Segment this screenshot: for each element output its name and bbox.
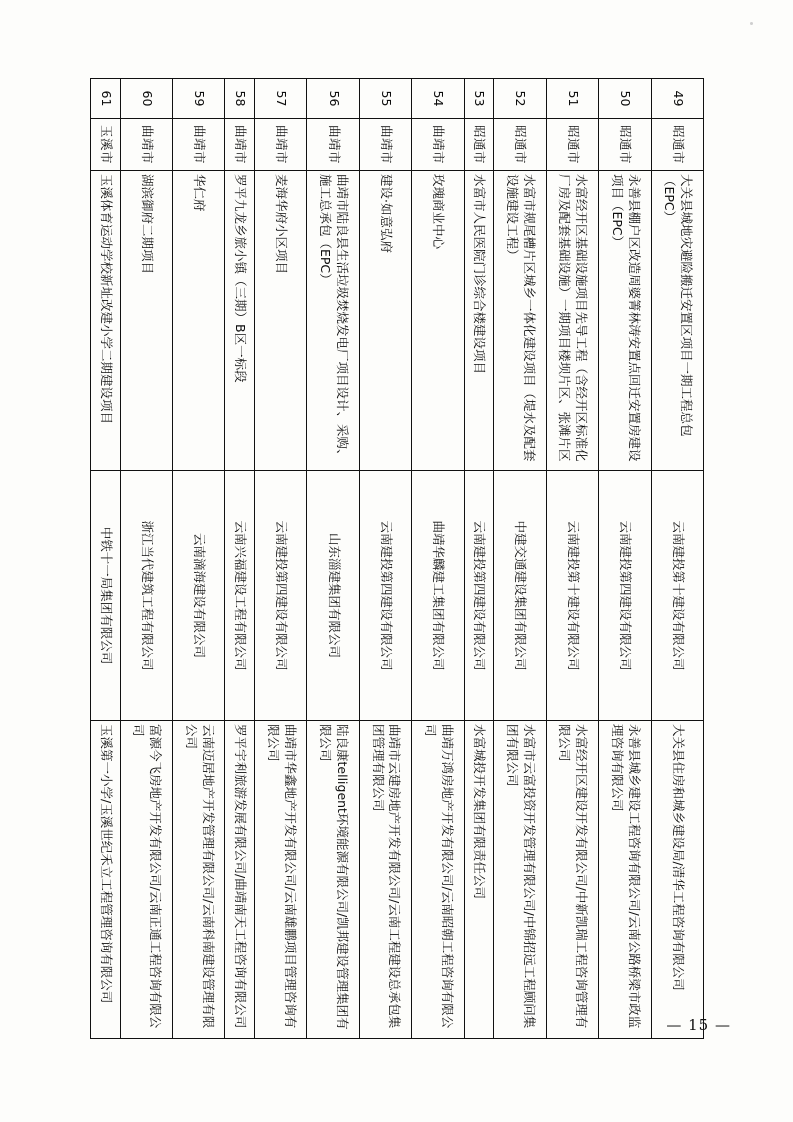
- cell-company: 中铁十一局集团有限公司: [91, 471, 121, 721]
- cell-city: 昭通市: [546, 119, 598, 171]
- cell-company: 中建交通建设集团有限公司: [494, 471, 546, 721]
- cell-project: 永善县棚户区改造周婆箐林涛安置点回迁安置房建设项目（EPC）: [599, 171, 651, 471]
- cell-company: 云南建投第十建设有限公司: [546, 471, 598, 721]
- cell-company: 云南建投第四建设有限公司: [255, 471, 307, 721]
- cell-no: 59: [173, 79, 225, 119]
- cell-project: 水富经开区基础设施项目先导工程（含经开区标准化厂房及配套基础设施）一期项目楼坝片区、张滩片区: [546, 171, 598, 471]
- cell-org: 水富城投开发集团有限责任公司: [464, 721, 494, 1039]
- cell-company: 云南建投第四建设有限公司: [464, 471, 494, 721]
- table-row: [651, 79, 703, 1039]
- cell-project: 水富市人民医院门诊综合楼建设项目: [464, 171, 494, 471]
- project-table: [90, 78, 704, 1039]
- cell-org: 水富经开区建设开发有限公司/中新凯瑞工程咨询管理有限公司: [546, 721, 598, 1039]
- cell-city: 曲靖市: [225, 119, 255, 171]
- cell-project: 华仁府: [173, 171, 225, 471]
- cell-no: 55: [359, 79, 411, 119]
- cell-city: 曲靖市: [412, 119, 464, 171]
- cell-project: 水富市规尾槽片区城乡一体化建设项目（堤水及配套设施建设工程）: [494, 171, 546, 471]
- cell-city: 曲靖市: [307, 119, 359, 171]
- cell-project: 大关县城地灾避险搬迁安置区项目一期工程总包（EPC）: [651, 171, 703, 471]
- cell-org: 永善县城乡建设工程咨询有限公司/云南公路桥梁市政监理咨询有限公司: [599, 721, 651, 1039]
- cell-org: 大关县住房和城乡建设局/清华工程咨询有限公司: [651, 721, 703, 1039]
- cell-org: 云南迈居地产开发管理有限公司/云南科南建设管理有限公司: [173, 721, 225, 1039]
- cell-project: 建设·如意弘府: [359, 171, 411, 471]
- table-body: [91, 79, 704, 1039]
- table-row: [412, 79, 464, 1039]
- cell-city: 曲靖市: [359, 119, 411, 171]
- cell-no: 61: [91, 79, 121, 119]
- cell-company: 山东淄建集团有限公司: [307, 471, 359, 721]
- cell-city: 曲靖市: [120, 119, 172, 171]
- cell-no: 60: [120, 79, 172, 119]
- cell-city: 曲靖市: [173, 119, 225, 171]
- table-row: [359, 79, 411, 1039]
- cell-org: 玉溪第一小学/玉溪世纪禾立工程管理咨询有限公司: [91, 721, 121, 1039]
- cell-no: 51: [546, 79, 598, 119]
- cell-project: 罗平九龙乡旅小镇（三期）B区一标段: [225, 171, 255, 471]
- cell-no: 57: [255, 79, 307, 119]
- cell-project: 麦海华府小区项目: [255, 171, 307, 471]
- cell-org: 水富市云富投资开发管理有限公司/中锦招远工程顾问集团有限公司: [494, 721, 546, 1039]
- table-row: [307, 79, 359, 1039]
- cell-no: 56: [307, 79, 359, 119]
- cell-company: 云南建投第四建设有限公司: [599, 471, 651, 721]
- cell-company: 云南建投第四建设有限公司: [359, 471, 411, 721]
- table-row: [599, 79, 651, 1039]
- cell-city: 昭通市: [651, 119, 703, 171]
- cell-no: 49: [651, 79, 703, 119]
- cell-org: 曲靖万鸿房地产开发有限公司/云南昭朝工程咨询有限公司: [412, 721, 464, 1039]
- table-row: [464, 79, 494, 1039]
- cell-city: 玉溪市: [91, 119, 121, 171]
- cell-org: 富源今飞房地产开发有限公司/云南正通工程咨询有限公司: [120, 721, 172, 1039]
- cell-city: 昭通市: [494, 119, 546, 171]
- table-row: [494, 79, 546, 1039]
- cell-project: 玫瑰商业中心: [412, 171, 464, 471]
- cell-project: 玉溪体育运动学校新址改建小学二期建设项目: [91, 171, 121, 471]
- cell-project: 湖滨御府二期项目: [120, 171, 172, 471]
- table-row: [225, 79, 255, 1039]
- cell-city: 曲靖市: [255, 119, 307, 171]
- cell-org: 罗平宇利旅游发展有限公司/曲靖南天工程咨询有限公司: [225, 721, 255, 1039]
- rotated-table-wrapper: [90, 78, 704, 1038]
- page-number: — 15 —: [666, 1016, 731, 1034]
- cell-no: 53: [464, 79, 494, 119]
- table-row: [120, 79, 172, 1039]
- cell-no: 50: [599, 79, 651, 119]
- cell-org: 陆良康telligent环境能源有限公司/凯邦建设管理集团有限公司: [307, 721, 359, 1039]
- cell-no: 58: [225, 79, 255, 119]
- cell-org: 曲靖市云建房地产开发有限公司/云南工程建设总承包集团管理有限公司: [359, 721, 411, 1039]
- cell-company: 浙江当代建筑工程有限公司: [120, 471, 172, 721]
- cell-company: 云南兴福建设工程有限公司: [225, 471, 255, 721]
- scan-speck: [750, 22, 753, 25]
- cell-city: 昭通市: [599, 119, 651, 171]
- cell-company: 曲靖华麟建工集团有限公司: [412, 471, 464, 721]
- table-row: [173, 79, 225, 1039]
- cell-company: 云南滴海建设有限公司: [173, 471, 225, 721]
- cell-company: 云南建投第十建设有限公司: [651, 471, 703, 721]
- cell-no: 52: [494, 79, 546, 119]
- cell-project: 曲靖市陆良县生活垃圾焚烧发电厂项目设计、采购、施工总承包（EPC）: [307, 171, 359, 471]
- cell-no: 54: [412, 79, 464, 119]
- cell-org: 曲靖市华鑫地产开发有限公司/云南雄鹏项目管理咨询有限公司: [255, 721, 307, 1039]
- table-row: [255, 79, 307, 1039]
- table-row: [91, 79, 121, 1039]
- table-row: [546, 79, 598, 1039]
- cell-city: 昭通市: [464, 119, 494, 171]
